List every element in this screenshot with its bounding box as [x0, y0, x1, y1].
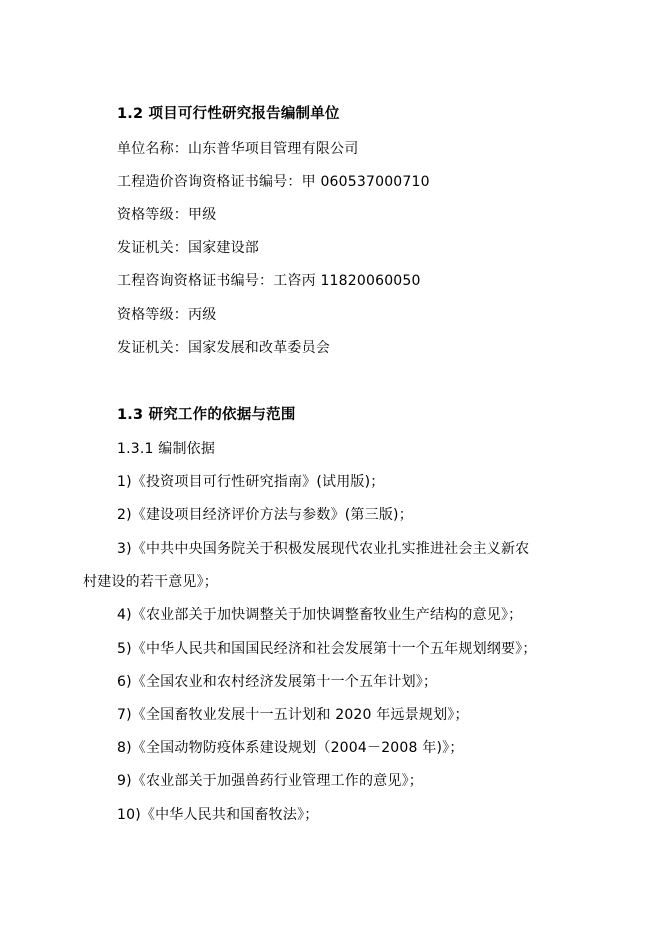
- basis-item-9: 9)《农业部关于加强兽药行业管理工作的意见》；: [117, 773, 423, 789]
- basis-item-2: 2)《建设项目经济评价方法与参数》(第三版)；: [117, 507, 413, 523]
- subsection-heading-1-3-1: 1.3.1 编制依据: [117, 441, 216, 457]
- basis-item-10: 10)《中华人民共和国畜牧法》；: [117, 807, 319, 823]
- basis-item-7: 7)《全国畜牧业发展十一五计划和 2020 年远景规划》；: [117, 707, 469, 723]
- qualification-grade-line-1: 资格等级：甲级: [117, 207, 217, 223]
- basis-item-3: 3)《中共中央国务院关于积极发展现代农业扎实推进社会主义新农: [117, 541, 530, 557]
- basis-item-5: 5)《中华人民共和国国民经济和社会发展第十一个五年规划纲要》；: [117, 641, 537, 657]
- issuing-authority-line-1: 发证机关：国家建设部: [117, 240, 259, 256]
- cost-consulting-cert-line: 工程造价咨询资格证书编号：甲 060537000710: [117, 174, 430, 190]
- section-heading-1-3: 1.3 研究工作的依据与范围: [117, 407, 296, 423]
- section-heading-1-2: 1.2 项目可行性研究报告编制单位: [117, 106, 340, 122]
- basis-item-4: 4)《农业部关于加快调整关于加快调整畜牧业生产结构的意见》；: [117, 607, 523, 623]
- basis-item-6: 6)《全国农业和农村经济发展第十一个五年计划》；: [117, 674, 438, 690]
- unit-name-line: 单位名称：山东普华项目管理有限公司: [117, 141, 359, 157]
- issuing-authority-line-2: 发证机关：国家发展和改革委员会: [117, 340, 330, 356]
- engineering-consulting-cert-line: 工程咨询资格证书编号：工咨丙 11820060050: [117, 273, 421, 289]
- qualification-grade-line-2: 资格等级：丙级: [117, 307, 217, 323]
- basis-item-1: 1)《投资项目可行性研究指南》(试用版)；: [117, 474, 385, 490]
- basis-item-8: 8)《全国动物防疫体系建设规划（2004－2008 年)》；: [117, 740, 464, 756]
- basis-item-3-continued: 村建设的若干意见》；: [83, 574, 218, 590]
